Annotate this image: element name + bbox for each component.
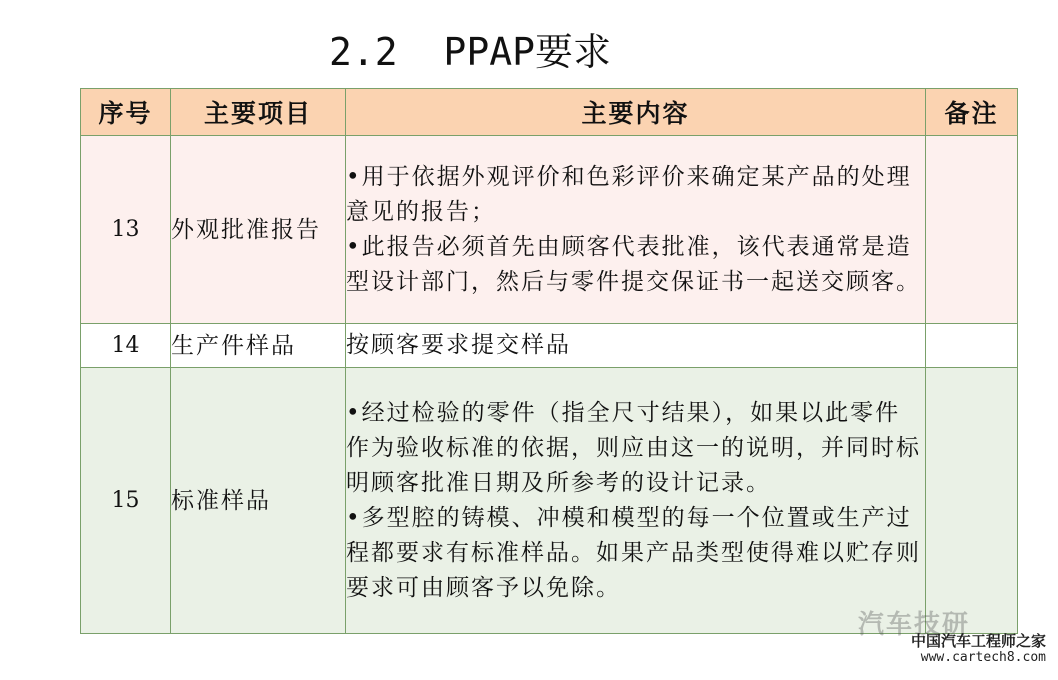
watermark-logo: 汽车技研 [858, 609, 971, 639]
watermark-site-name: 中国汽车工程师之家 [910, 633, 1046, 650]
row-number: 14 [81, 324, 171, 368]
ppap-requirements-table [80, 88, 1018, 634]
row-number: 15 [81, 368, 171, 634]
header-main-item: 主要项目 [171, 89, 346, 136]
row-item: 外观批准报告 [171, 136, 346, 324]
content-line: 按顾客要求提交样品 [346, 332, 571, 358]
header-remarks: 备注 [926, 89, 1018, 136]
header-serial-number: 序号 [81, 89, 171, 136]
table-row [81, 324, 1018, 368]
table-row [81, 368, 1018, 634]
row-note [926, 136, 1018, 324]
row-number: 13 [81, 136, 171, 324]
row-item: 标准样品 [171, 368, 346, 634]
header-main-content: 主要内容 [346, 89, 926, 136]
content-bullet: •经过检验的零件（指全尺寸结果），如果以此零件作为验收标准的依据，则应由这一的说明，并同时标明顾客批准日期及所参考的设计记录。 [346, 399, 921, 496]
row-content [346, 324, 926, 368]
page-title: 2.2 PPAP要求 [329, 30, 611, 74]
row-note [926, 324, 1018, 368]
row-content [346, 368, 926, 634]
content-bullet: •多型腔的铸模、冲模和模型的每一个位置或生产过程都要求有标准样品。如果产品类型使得难以贮存则要求可由顾客予以免除。 [346, 504, 921, 601]
watermark [846, 600, 1046, 670]
table-header-row [81, 89, 1018, 136]
table-row [81, 136, 1018, 324]
watermark-url: www.cartech8.com [920, 650, 1046, 665]
row-content [346, 136, 926, 324]
row-item: 生产件样品 [171, 324, 346, 368]
content-bullet: •此报告必须首先由顾客代表批准，该代表通常是造型设计部门，然后与零件提交保证书一起送交顾客。 [346, 233, 921, 295]
row-note [926, 368, 1018, 634]
content-bullet: •用于依据外观评价和色彩评价来确定某产品的处理意见的报告； [346, 163, 912, 225]
